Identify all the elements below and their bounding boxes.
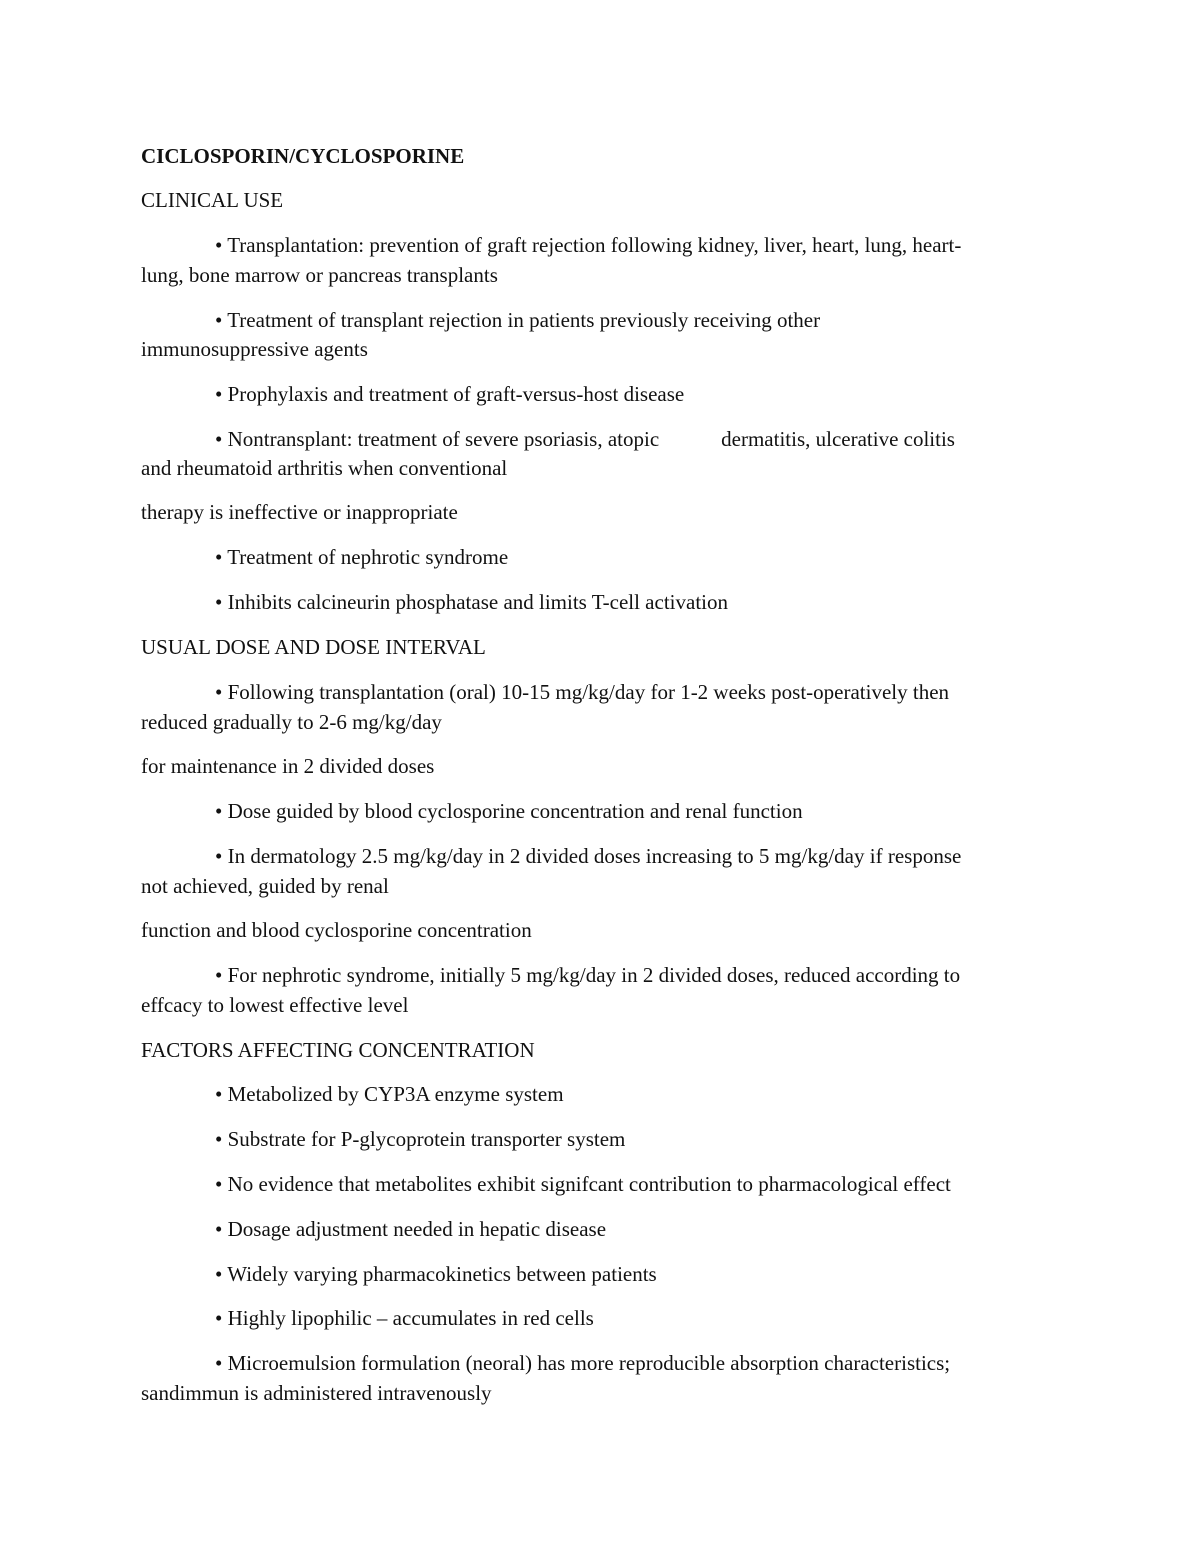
bullet-continuation: not achieved, guided by renal xyxy=(141,874,389,898)
bullet-continuation: reduced gradually to 2-6 mg/kg/day xyxy=(141,710,442,734)
section-heading-dose: USUAL DOSE AND DOSE INTERVAL xyxy=(141,635,486,659)
document-title: CICLOSPORIN/CYCLOSPORINE xyxy=(141,144,465,168)
bullet-text: • Metabolized by CYP3A enzyme system xyxy=(215,1082,564,1106)
bullet-text: • Microemulsion formulation (neoral) has more reproducible absorption characteristics; xyxy=(215,1351,951,1375)
bullet-text-part: • Nontransplant: treatment of severe psoriasis, atopic xyxy=(215,427,660,451)
bullet-text xyxy=(141,424,955,454)
bullet-text: • Highly lipophilic – accumulates in red cells xyxy=(215,1306,594,1330)
bullet-text: • Following transplantation (oral) 10-15 mg/kg/day for 1-2 weeks post-operatively then xyxy=(215,680,950,704)
bullet-text-part: dermatitis, ulcerative colitis xyxy=(721,427,955,451)
bullet-text: • Dosage adjustment needed in hepatic disease xyxy=(215,1217,607,1241)
bullet-text: • Widely varying pharmacokinetics between patients xyxy=(215,1262,657,1286)
bullet-text: • Prophylaxis and treatment of graft-versus-host disease xyxy=(215,382,685,406)
bullet-continuation: effcacy to lowest effective level xyxy=(141,993,409,1017)
section-heading-factors: FACTORS AFFECTING CONCENTRATION xyxy=(141,1038,535,1062)
bullet-text: • Inhibits calcineurin phosphatase and limits T-cell activation xyxy=(215,590,728,614)
bullet-text: • Treatment of nephrotic syndrome xyxy=(215,545,509,569)
bullet-text: • For nephrotic syndrome, initially 5 mg/kg/day in 2 divided doses, reduced according to xyxy=(215,963,961,987)
bullet-text: • Dose guided by blood cyclosporine concentration and renal function xyxy=(215,799,803,823)
bullet-text: • Substrate for P-glycoprotein transporter system xyxy=(215,1127,626,1151)
bullet-continuation: and rheumatoid arthritis when conventional xyxy=(141,456,508,480)
paragraph-text: for maintenance in 2 divided doses xyxy=(141,754,435,778)
bullet-text: • No evidence that metabolites exhibit signifcant contribution to pharmacological effect xyxy=(215,1172,951,1196)
bullet-continuation: sandimmun is administered intravenously xyxy=(141,1381,492,1405)
bullet-continuation: immunosuppressive agents xyxy=(141,337,368,361)
bullet-continuation: lung, bone marrow or pancreas transplants xyxy=(141,263,498,287)
paragraph-text: therapy is ineffective or inappropriate xyxy=(141,500,458,524)
paragraph-text: function and blood cyclosporine concentration xyxy=(141,918,532,942)
section-heading-clinical-use: CLINICAL USE xyxy=(141,188,284,212)
bullet-text: • In dermatology 2.5 mg/kg/day in 2 divided doses increasing to 5 mg/kg/day if response xyxy=(215,844,962,868)
bullet-text: • Transplantation: prevention of graft rejection following kidney, liver, heart, lung, heart- xyxy=(215,233,962,257)
bullet-text: • Treatment of transplant rejection in patients previously receiving other xyxy=(215,308,821,332)
